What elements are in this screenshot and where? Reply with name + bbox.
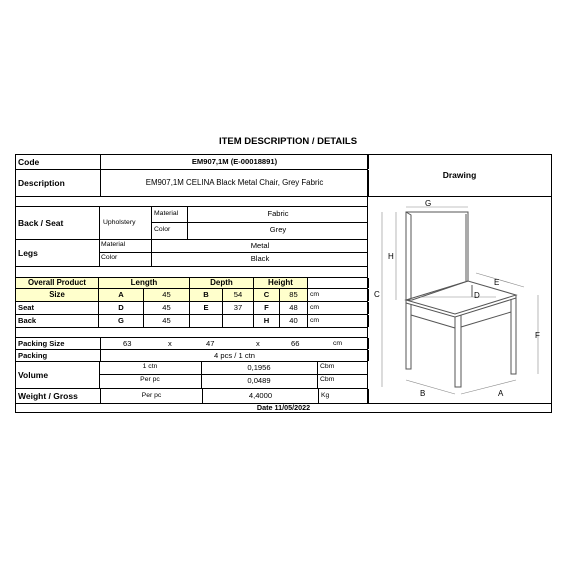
rule: [15, 196, 368, 197]
weight-label: Weight / Gross: [16, 389, 101, 403]
dim-f-value: 48: [280, 302, 308, 314]
height-header: Height: [254, 278, 308, 288]
legs-color: Black: [250, 254, 270, 263]
drawing-letter-e: E: [494, 278, 500, 287]
dimensions-header-row: [15, 278, 369, 288]
back-seat-color: Grey: [269, 225, 287, 234]
chair-back-left-leg: [406, 303, 411, 369]
dim-e-letter: E: [190, 302, 223, 314]
rule: [152, 222, 368, 223]
rule: [15, 327, 368, 328]
drawing-letter-d: D: [474, 291, 480, 300]
dim-d-value: 45: [144, 302, 190, 314]
dim-a-letter: A: [99, 289, 144, 301]
dim-f-letter: F: [254, 302, 280, 314]
rule: [100, 252, 368, 253]
weight-value: 4,4000: [203, 389, 319, 403]
packing-label: Packing: [16, 350, 101, 361]
legs-group: [15, 240, 368, 266]
volume-ctn-value: 0,1956: [247, 363, 271, 372]
description-value: EM907,1M CELINA Black Metal Chair, Grey Fabric: [101, 170, 369, 196]
description-row: [15, 170, 369, 196]
rule: [317, 362, 318, 388]
back-seat-material: Fabric: [267, 209, 289, 218]
packing-size-unit: cm: [333, 340, 343, 347]
dim-c-value: 85: [280, 289, 308, 301]
packing-size-row: [15, 338, 369, 349]
chair-backrest: [406, 212, 468, 300]
back-seat-material-label: Material: [154, 210, 179, 217]
overall-size-label2: Size: [16, 289, 99, 301]
volume-ctn-label: 1 ctn: [142, 363, 158, 370]
code-row: [15, 155, 369, 169]
volume-perpc-value: 0,0489: [247, 376, 271, 385]
drawing-label: Drawing: [442, 170, 477, 180]
drawing-letter-f: F: [535, 331, 540, 340]
drawing-letter-b: B: [420, 389, 426, 398]
weight-unit: Kg: [319, 389, 369, 403]
length-header: Length: [99, 278, 190, 288]
dim-h-letter: H: [254, 315, 280, 327]
date-text: Date 11/05/2022: [256, 403, 311, 412]
chair-front-left-leg: [455, 315, 461, 387]
description-label: Description: [16, 170, 101, 196]
dim-e-value: 37: [223, 302, 254, 314]
sheet-title: ITEM DESCRIPTION / DETAILS: [218, 136, 358, 147]
weight-row: [15, 389, 369, 403]
drawing-letter-a: A: [498, 389, 504, 398]
weight-perpc-label: Per pc: [101, 389, 203, 403]
drawing-letter-c: C: [374, 290, 380, 299]
legs-label: Legs: [18, 248, 38, 258]
legs-material: Metal: [250, 241, 270, 250]
rule: [15, 266, 368, 267]
overall-size-label1: Overall Product: [16, 278, 99, 288]
seat-row: [15, 302, 369, 314]
packing-row: [15, 350, 369, 361]
back-row: [15, 315, 369, 327]
back-seat-label: Back / Seat: [18, 218, 64, 228]
depth-header: Depth: [190, 278, 254, 288]
rule: [99, 207, 100, 239]
dim-g-letter: G: [99, 315, 144, 327]
dim-c-letter: C: [254, 289, 280, 301]
rule: [100, 374, 368, 375]
legs-color-label: Color: [101, 254, 118, 261]
back-label: Back: [16, 315, 99, 327]
code-label: Code: [16, 155, 101, 169]
packing-value: 4 pcs / 1 ctn: [101, 350, 369, 361]
packing-height: 66: [291, 339, 300, 348]
frame-bottom: [15, 412, 552, 413]
dim-b-letter: B: [190, 289, 223, 301]
dim-h-value: 40: [280, 315, 308, 327]
volume-perpc-label: Per pc: [140, 376, 160, 383]
packing-length: 63: [123, 339, 132, 348]
rule: [99, 240, 100, 266]
packing-width: 47: [206, 339, 215, 348]
overall-unit: cm: [308, 289, 369, 301]
rule: [151, 207, 152, 239]
back-seat-color-label: Color: [154, 226, 171, 233]
volume-group: [15, 362, 368, 388]
volume-ctn-unit: Cbm: [320, 363, 335, 370]
packing-size-label: Packing Size: [16, 338, 101, 349]
chair-front-right-leg: [511, 298, 516, 374]
packing-x2: x: [256, 339, 260, 348]
dim-a-value: 45: [144, 289, 190, 301]
seat-label: Seat: [16, 302, 99, 314]
code-value: EM907,1M (E-00018891): [101, 155, 369, 169]
seat-unit: cm: [308, 302, 369, 314]
dim-b-value: 54: [223, 289, 254, 301]
dim-g-value: 45: [144, 315, 190, 327]
back-seat-group: [15, 207, 368, 239]
overall-size-row: [15, 289, 369, 301]
upholstery-label: Upholstery: [103, 219, 136, 226]
drawing-letter-g: G: [425, 199, 432, 208]
packing-x1: x: [168, 339, 172, 348]
back-unit: cm: [308, 315, 369, 327]
volume-label: Volume: [18, 370, 49, 380]
dim-d-letter: D: [99, 302, 144, 314]
legs-material-label: Material: [101, 241, 126, 248]
drawing-letter-h: H: [388, 252, 394, 261]
volume-perpc-unit: Cbm: [320, 376, 335, 383]
chair-seat: [406, 281, 516, 314]
chair-drawing: [368, 197, 552, 403]
